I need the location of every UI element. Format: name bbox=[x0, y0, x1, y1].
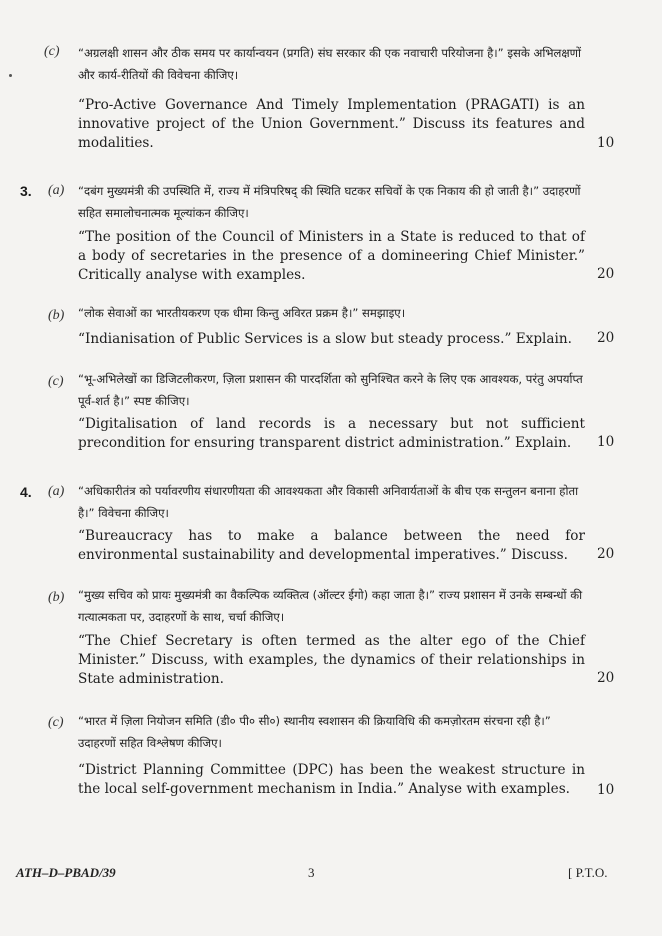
hindi-text: “भारत में ज़िला नियोजन समिति (डी० पी० सी०) स्थानीय स्वशासन की क्रियाविधि की कमज़ोरतम संरचना रही है।” उदाहरणों सहित विश्लेषण कीजिए। bbox=[78, 714, 551, 750]
part-label: (b) bbox=[48, 590, 65, 605]
marks: 10 bbox=[597, 434, 615, 450]
hindi-text: “अधिकारीतंत्र को पर्यावरणीय संधारणीयता की आवश्यकता और विकासी अनिवार्यताओं के बीच एक सन्तुलन बनाना होता है।” विवेचना कीजिए। bbox=[78, 484, 579, 520]
question-number: 4. bbox=[20, 484, 32, 500]
hindi-text: “लोक सेवाओं का भारतीयकरण एक धीमा किन्तु अविरत प्रक्रम है।” समझाइए। bbox=[78, 306, 406, 320]
part-label: (c) bbox=[48, 374, 64, 389]
english-text: “Digitalisation of land records is a necessary but not sufficient precondition for ensuring transparent district administration.” Explain. bbox=[78, 416, 585, 451]
hindi-text: “दबंग मुख्यमंत्री की उपस्थिति में, राज्य में मंत्रिपरिषद् की स्थिति घटकर सचिवों के एक निकाय की हो जाती है।” उदाहरणों सहित समालोचनात्मक मूल्यांकन कीजिए। bbox=[78, 184, 581, 220]
hindi-text: “अग्रलक्षी शासन और ठीक समय पर कार्यान्वयन (प्रगति) संघ सरकार की एक नवाचारी परियोजना है।” इसके अभिलक्षणों और कार्य-रीतियों की विवेचना कीजिए। bbox=[78, 46, 582, 82]
marks: 20 bbox=[597, 266, 615, 282]
scan-speck bbox=[9, 74, 12, 77]
part-label: (a) bbox=[48, 183, 65, 198]
marks: 20 bbox=[597, 330, 615, 346]
hindi-text: “मुख्य सचिव को प्रायः मुख्यमंत्री का वैकल्पिक व्यक्तित्व (ऑल्टर ईगो) कहा जाता है।” राज्य प्रशासन में उनके सम्बन्धों की गत्यात्मकता पर, उदाहरणों के साथ, चर्चा कीजिए। bbox=[78, 588, 583, 624]
part-label: (c) bbox=[48, 715, 64, 730]
part-label: (b) bbox=[48, 308, 65, 323]
paper-code: ATH–D–PBAD/39 bbox=[16, 865, 116, 880]
marks: 20 bbox=[597, 670, 615, 686]
marks: 20 bbox=[597, 546, 615, 562]
english-text: “The position of the Council of Ministers in a State is reduced to that of a body of secretaries in the presence of a domineering Chief Minister.” Critically analyse with examples. bbox=[78, 229, 585, 283]
english-text: “Indianisation of Public Services is a slow but steady process.” Explain. bbox=[78, 331, 572, 347]
english-text: “Bureaucracy has to make a balance between the need for environmental sustainability and developmental imperatives.” Discuss. bbox=[78, 528, 585, 563]
pto-label: [ P.T.O. bbox=[568, 865, 608, 880]
english-text: “The Chief Secretary is often termed as the alter ego of the Chief Minister.” Discuss, with examples, the dynamics of their relationships in State administration. bbox=[78, 633, 585, 687]
hindi-text: “भू-अभिलेखों का डिजिटलीकरण, ज़िला प्रशासन की पारदर्शिता को सुनिश्चित करने के लिए एक आवश्यक, परंतु अपर्याप्त पूर्व-शर्त है।” स्पष्ट कीजिए। bbox=[78, 372, 583, 408]
marks: 10 bbox=[597, 135, 615, 151]
part-label: (a) bbox=[48, 484, 65, 499]
marks: 10 bbox=[597, 782, 615, 798]
english-text: “Pro-Active Governance And Timely Implementation (PRAGATI) is an innovative project of the Union Government.” Discuss its features and modalities. bbox=[78, 97, 585, 151]
part-label: (c) bbox=[44, 44, 60, 59]
question-number: 3. bbox=[20, 183, 32, 199]
page-number: 3 bbox=[308, 865, 315, 880]
english-text: “District Planning Committee (DPC) has been the weakest structure in the local self-government mechanism in India.” Analyse with examples. bbox=[78, 762, 585, 797]
